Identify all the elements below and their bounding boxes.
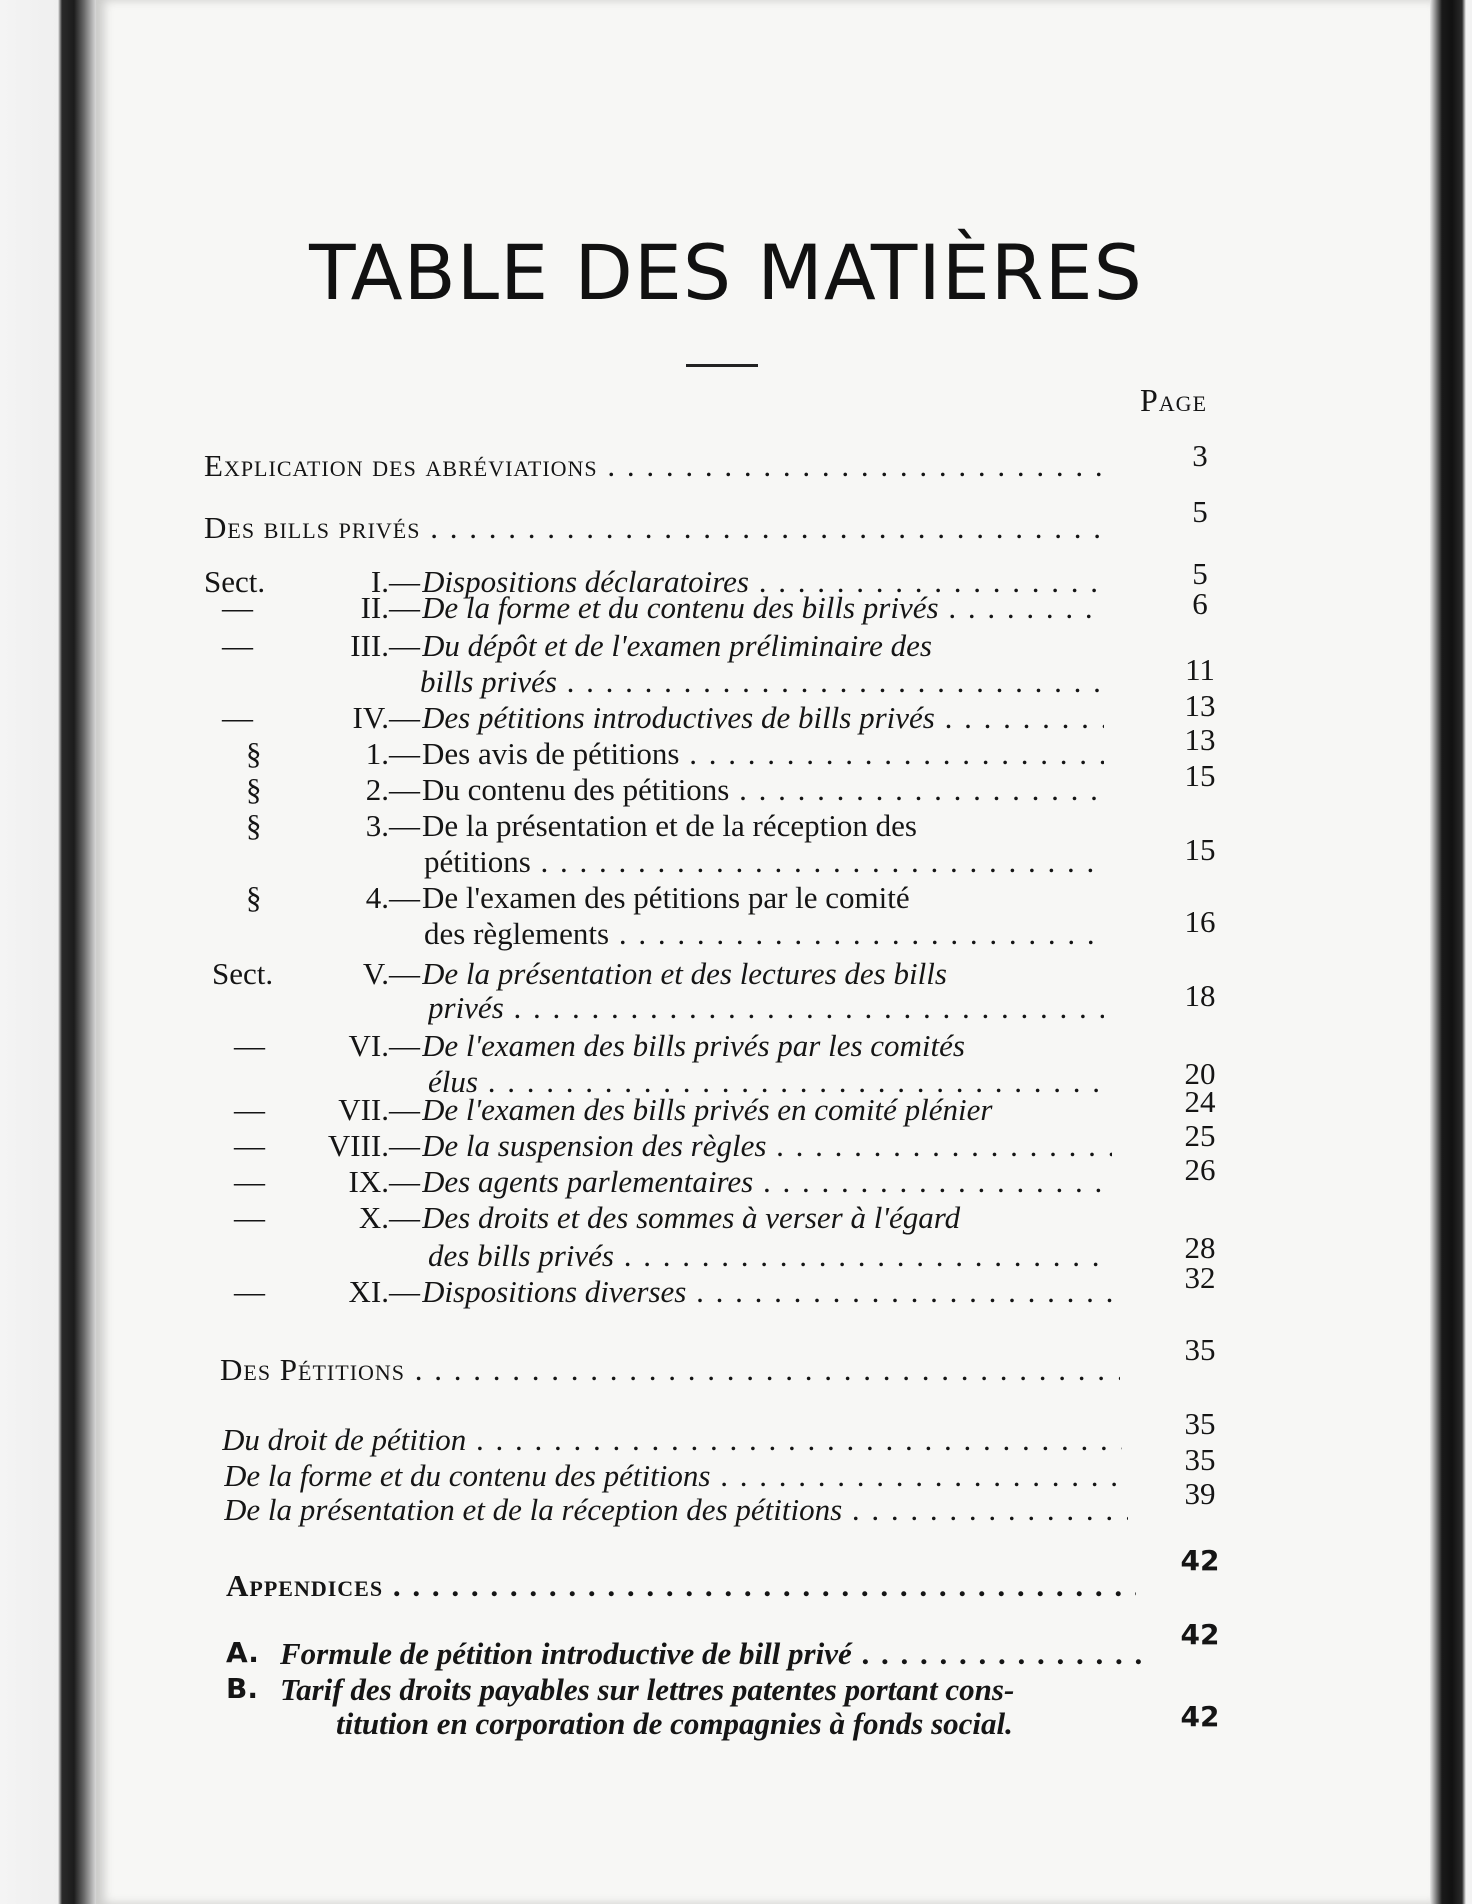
toc-entry-title: De la forme et du contenu des pétitions . . . bbox=[224, 1458, 1128, 1494]
toc-entry-number: 4.— bbox=[365, 880, 420, 915]
toc-entry-title: Des bills privés . . . bbox=[204, 510, 1104, 546]
toc-entry-title: De la présentation et de la réception des pétitions . . . bbox=[224, 1492, 1128, 1528]
toc-entry-title: Des Pétitions . . . bbox=[220, 1352, 1120, 1388]
toc-entry bbox=[0, 1544, 1472, 1608]
toc-entry-prefix: — bbox=[222, 700, 253, 735]
toc-entry bbox=[0, 808, 1472, 848]
toc-entry-page: 13 bbox=[1184, 722, 1216, 757]
toc-entry-title: Dispositions diverses . . . bbox=[422, 1274, 1112, 1310]
toc-entry-page: 32 bbox=[1184, 1260, 1216, 1295]
toc-entry-title: Du droit de pétition . . . bbox=[222, 1422, 1122, 1458]
toc-entry-page: 3 bbox=[1192, 438, 1208, 473]
toc-entry-number: 3.— bbox=[365, 808, 420, 843]
toc-entry-title: Des avis de pétitions . . . bbox=[422, 736, 1104, 772]
toc-entry-page: 26 bbox=[1184, 1152, 1216, 1187]
toc-entry-page: 15 bbox=[1184, 832, 1216, 867]
toc-entry bbox=[0, 1200, 1472, 1240]
toc-entry-page: 11 bbox=[1185, 652, 1215, 687]
toc-entry-page: 24 bbox=[1184, 1084, 1216, 1119]
toc-entry-page: 25 bbox=[1184, 1118, 1216, 1153]
toc-entry-page: 5 bbox=[1192, 556, 1208, 591]
toc-entry-title: Dispositions déclaratoires . . . bbox=[422, 564, 1104, 600]
toc-entry-title: Des droits et des sommes à verser à l'égard bbox=[422, 1200, 961, 1235]
toc-entry bbox=[0, 880, 1472, 920]
page-column-heading: Page bbox=[1140, 382, 1208, 418]
page-title: TABLE DES MATIÈRES bbox=[309, 228, 1143, 317]
toc-entry-prefix: — bbox=[234, 1200, 265, 1235]
toc-entry-title: Formule de pétition introductive de bill privé . . . bbox=[280, 1636, 1150, 1672]
toc-entry-number: XI.— bbox=[348, 1274, 420, 1309]
toc-entry bbox=[0, 1028, 1472, 1068]
toc-entry-continuation bbox=[0, 978, 1472, 1030]
toc-entry-page: 39 bbox=[1184, 1476, 1216, 1511]
toc-entry-prefix: — bbox=[222, 590, 253, 625]
toc-entry-page: 6 bbox=[1192, 586, 1208, 621]
toc-entry-page: 42 bbox=[1180, 1700, 1220, 1733]
toc-entry bbox=[0, 628, 1472, 668]
toc-entry-prefix: — bbox=[234, 1274, 265, 1309]
toc-entry-title: De la présentation et des lectures des bills bbox=[422, 956, 947, 991]
toc-entry-title: De la forme et du contenu des bills privés . . . bbox=[422, 590, 1104, 626]
toc-entry bbox=[0, 1084, 1472, 1132]
toc-entry-number: VIII.— bbox=[327, 1128, 420, 1163]
toc-entry-title: De la suspension des règles . . . bbox=[422, 1128, 1112, 1164]
toc-entry-title: bills privés . . . bbox=[420, 664, 1104, 700]
toc-entry-title: élus . . . bbox=[428, 1064, 1104, 1100]
toc-entry-page: 5 bbox=[1192, 494, 1208, 529]
toc-entry-prefix: Sect. bbox=[212, 956, 274, 991]
toc-entry-page: 35 bbox=[1184, 1442, 1216, 1477]
toc-entry bbox=[0, 586, 1472, 630]
toc-entry-number: 2.— bbox=[365, 772, 420, 807]
toc-entry-page: 20 bbox=[1184, 1056, 1216, 1091]
toc-entry-prefix: § bbox=[246, 736, 262, 771]
toc-entry-prefix: — bbox=[234, 1128, 265, 1163]
toc-entry bbox=[0, 688, 1472, 740]
toc-entry-prefix: — bbox=[234, 1164, 265, 1199]
toc-entry-title: Des pétitions introductives de bills privés . . . bbox=[422, 700, 1104, 736]
toc-entry bbox=[0, 1406, 1472, 1462]
toc-entry-prefix: § bbox=[246, 772, 262, 807]
toc-entry-number: VI.— bbox=[348, 1028, 420, 1063]
toc-entry-prefix: — bbox=[234, 1028, 265, 1063]
toc-entry-continuation bbox=[0, 1700, 1472, 1746]
toc-entry-title: Du contenu des pétitions . . . bbox=[422, 772, 1104, 808]
toc-entry-title: Appendices . . . bbox=[226, 1568, 1136, 1604]
toc-entry bbox=[0, 758, 1472, 812]
toc-entry-page: 15 bbox=[1184, 758, 1216, 793]
toc-entry bbox=[0, 1332, 1472, 1392]
toc-entry-continuation bbox=[0, 652, 1472, 704]
toc-entry-page: 13 bbox=[1184, 688, 1216, 723]
toc-entry-title: Explication des abréviations . . . bbox=[204, 448, 1104, 484]
toc-entry-title: De l'examen des bills privés en comité plénier bbox=[422, 1092, 993, 1127]
toc-entry-prefix: — bbox=[222, 628, 253, 663]
toc-entry-title: titution en corporation de compagnies à fonds social. bbox=[336, 1706, 1013, 1741]
toc-entry-prefix: B. bbox=[226, 1672, 258, 1705]
toc-entry-title: Du dépôt et de l'examen préliminaire des bbox=[422, 628, 932, 663]
toc-entry-number: III.— bbox=[350, 628, 420, 663]
toc-entry bbox=[0, 1618, 1472, 1676]
toc-entry bbox=[0, 1476, 1472, 1532]
toc-entry-number: V.— bbox=[362, 956, 420, 991]
toc-entry-title: De l'examen des pétitions par le comité bbox=[422, 880, 910, 915]
toc-entry-page: 35 bbox=[1184, 1406, 1216, 1441]
toc-entry-number: 1.— bbox=[365, 736, 420, 771]
toc-entry-page: 28 bbox=[1184, 1230, 1216, 1265]
toc-entry-title: De la présentation et de la réception des bbox=[422, 808, 917, 843]
toc-entry-title: pétitions . . . bbox=[424, 844, 1104, 880]
toc-entry bbox=[0, 494, 1472, 550]
toc-entry-prefix: A. bbox=[226, 1636, 259, 1669]
toc-entry-continuation bbox=[0, 904, 1472, 956]
toc-entry-number: I.— bbox=[370, 564, 420, 599]
toc-entry-page: 18 bbox=[1184, 978, 1216, 1013]
toc-entry-number: IX.— bbox=[348, 1164, 420, 1199]
toc-entry-page: 35 bbox=[1184, 1332, 1216, 1367]
toc-entry-continuation bbox=[0, 832, 1472, 884]
toc-entry bbox=[0, 1260, 1472, 1314]
title-rule bbox=[686, 364, 758, 367]
toc-entry-number: VII.— bbox=[338, 1092, 420, 1127]
toc-entry-prefix: Sect. bbox=[204, 564, 266, 599]
toc-entry-title: des règlements . . . bbox=[424, 916, 1104, 952]
toc-entry-prefix: — bbox=[234, 1092, 265, 1127]
toc-entry-prefix: § bbox=[246, 880, 262, 915]
toc-entry-page: 42 bbox=[1180, 1544, 1220, 1577]
toc-entry-page: 42 bbox=[1180, 1618, 1220, 1651]
toc-entry-number: II.— bbox=[360, 590, 420, 625]
toc-entry-title: des bills privés . . . bbox=[428, 1238, 1112, 1274]
toc-entry bbox=[0, 722, 1472, 776]
toc-entry-title: privés . . . bbox=[428, 990, 1104, 1026]
toc-entry bbox=[0, 438, 1472, 488]
toc-entry-number: IV.— bbox=[352, 700, 420, 735]
toc-entry bbox=[0, 1152, 1472, 1204]
toc-entry-continuation bbox=[0, 1230, 1472, 1278]
toc-entry-title: De l'examen des bills privés par les comités bbox=[422, 1028, 965, 1063]
toc-entry-prefix: § bbox=[246, 808, 262, 843]
toc-entry-title: Des agents parlementaires . . . bbox=[422, 1164, 1112, 1200]
toc-entry-number: X.— bbox=[358, 1200, 420, 1235]
toc-entry-page: 16 bbox=[1184, 904, 1216, 939]
toc-entry bbox=[0, 1118, 1472, 1168]
toc-entry-title: Tarif des droits payables sur lettres patentes portant cons- bbox=[280, 1672, 1015, 1707]
